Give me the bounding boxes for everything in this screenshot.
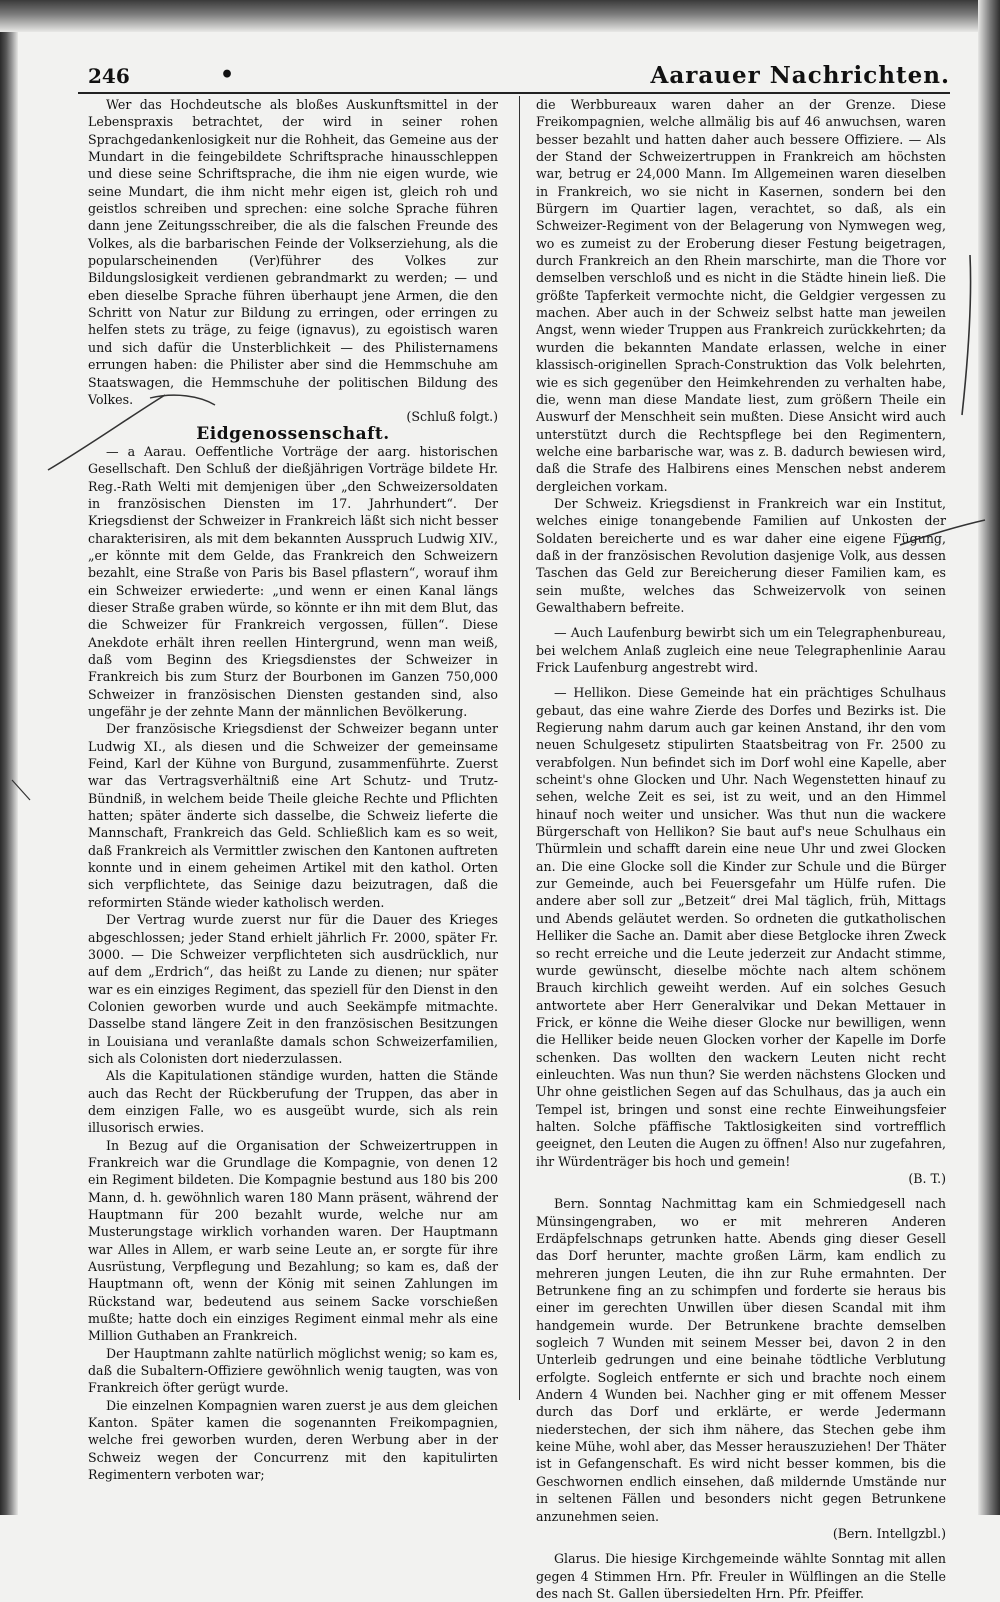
news-item-hellikon: — Hellikon. Diese Gemeinde hat ein prächtiges Schulhaus gebaut, das eine wahre Zierde des Dorfes und Bezirks ist. Die Regierung nahm darum auch gar keinen Anstand, ihr den vom neuen Schulgesetz stipulirten Staatsbeitrag von Fr. 2500 zu verabfolgen. Nun befindet sich im Dorf wohl eine Kapelle, aber scheint's ohne Glocken und Uhr. Nach Wegenstetten hinauf zu sehen, welche Zeit es sei, ist zu weit, und an den Himmel hinauf noch weiter und unsicher. Was thut nun die wackere Bürgerschaft von Hellikon? Sie baut auf's neue Schulhaus ein Thürmlein und schafft darein eine neue Uhr und zwei Glocken an. Die eine Glocke soll die Kinder zur Schule und die Bürger zur Gemeinde, auch bei Feuersgefahr um Hülfe rufen. Die andere aber soll zur „Betzeit“ drei Mal täglich, früh, Mittags und Abends geläutet werden. So ordneten die gutkatholischen Helliker die Sache an. Damit aber diese Betglocke ihren Zweck so recht erreiche und die Leute jederzeit zur Andacht stimme, wurde gewünscht, dieselbe möchte nach altem schönem Brauch kirchlich geweiht werden. Auf ein solches Gesuch antwortete aber Herr Generalvikar und Dekan Mettauer in Frick, er könne die Weihe dieser Glocke nur bewilligen, wenn die Helliker beide neuen Glocken vorher der Kapelle im Dorfe schenken. Das wollten den wackern Leuten nicht recht einleuchten. Was nun thun? Sie werden nächstens Glocken und Uhr ohne geistlichen Segen auf das Schulhaus, das ja auch ein Tempel ist, bringen und sonst eine rechte Einweihungsfeier halten. Solche pfäffische Taktlosigkeiten sind vortrefflich geeignet, den Leuten die Augen zu öffnen! Also nur zugefahren, ihr Würdenträger bis hoch und gemein! [536, 685, 946, 1169]
article-paragraph: Als die Kapitulationen ständige wurden, hatten die Stände auch das Recht der Rückberufung der Truppen, das aber in dem einzigen Falle, wo es ausgeübt wurde, sich als rein illusorisch erwies. [88, 1068, 498, 1136]
source-note: (B. T.) [908, 1170, 946, 1186]
spacer [536, 1187, 946, 1195]
article-paragraph: Der französische Kriegsdienst der Schweizer begann unter Ludwig XI., als diesen und die Schweizer der gemeinsame Feind, Karl der Kühne von Burgund, zusammenführte. Zuerst war das Vertragsverhältniß eine Art Schutz- und Trutz-Bündniß, in welchem beide Theile gleiche Rechte und Pflichten hatten; später änderte sich dasselbe, die Schweiz lieferte die Mannschaft, Frankreich das Geld. Schließlich kam es so weit, daß Frankreich als Vermittler zwischen den Kantonen auftreten konnte und in einem geheimen Artikel mit den kathol. Orten sich verpflichtete, das Seinige dazu beizutragen, daß die reformirten Stände wieder katholisch werden. [88, 721, 498, 910]
right-column [536, 96, 946, 1601]
article-paragraph: Die einzelnen Kompagnien waren zuerst je aus dem gleichen Kanton. Später kamen die sogenannten Freikompagnien, welche frei geworben wurden, deren Werbung aber in der Schweiz wegen der Concurrenz mit den kapitulirten Regimentern verboten war; [88, 1397, 498, 1483]
right-edge-shadow [978, 0, 1000, 1515]
spacer [536, 1542, 946, 1550]
article-paragraph: Der Vertrag wurde zuerst nur für die Dauer des Krieges abgeschlossen; jeder Stand erhielt jährlich Fr. 2000, später Fr. 3000. — Die Schweizer verpflichteten sich ausdrücklich, nur auf dem „Erdrich“, das heißt zu Lande zu dienen; nur später war es ein einziges Regiment, das speziell für den Dienst in den Colonien geworben wurde und auch Seekämpfe mitmachte. Dasselbe stand längere Zeit in den französischen Besitzungen in Louisiana und veranlaßte damals schon Schweizerfamilien, sich als Colonisten dort niederzulassen. [88, 912, 498, 1066]
page-number: 246 [88, 64, 130, 88]
running-title: Aarauer Nachrichten. [650, 62, 950, 89]
article-paragraph: In Bezug auf die Organisation der Schweizertruppen in Frankreich war die Grundlage die Kompagnie, von denen 12 ein Regiment bildeten. Die Kompagnie bestund aus 180 bis 200 Mann, d. h. gewöhnlich waren 180 Mann präsent, während der Hauptmann für 200 bezahlt wurde, welche nur am Musterungstage wirklich vorhanden waren. Der Hauptmann war Alles in Allem, er warb seine Leute an, er sorgte für ihre Ausrüstung, Verpflegung und Bezahlung; so kam es, daß der Hauptmann oft, wenn der König mit seinen Zahlungen im Rückstand war, bedeutend aus seinem Sacke vorschießen mußte; hatte doch ein einziges Regiment einmal mehr als eine Million Guthaben an Frankreich. [88, 1137, 498, 1344]
source-note: (Bern. Intellgzbl.) [832, 1525, 946, 1541]
header-bullet: • [220, 62, 235, 88]
article-paragraph: Der Schweiz. Kriegsdienst in Frankreich war ein Institut, welches einige tonangebende Familien auf Unkosten der Soldaten bereicherte und es war daher eine eigene Fügung, daß in der französischen Revolution dasjenige Volk, aus dessen Taschen das Geld zur Bereicherung dieser Familien kam, es sein mußte, welches das Schweizervolk von seinen Gewalthabern befreite. [536, 495, 946, 615]
article-paragraph: — a Aarau. Oeffentliche Vorträge der aarg. historischen Gesellschaft. Den Schluß der dießjährigen Vorträge bildete Hr. Reg.-Rath Welti mit demjenigen über „den Schweizersoldaten in französischen Diensten im 17. Jahrhundert“. Der Kriegsdienst der Schweizer in Frankreich läßt sich nicht besser charakterisiren, als mit dem bekannten Ausspruch Ludwig XIV., „er könnte mit dem Gelde, das Frankreich den Schweizern bezahlt, eine Straße von Paris bis Basel pflastern“, worauf ihm ein Schweizer erwiederte: „und wenn er einen Kanal längs dieser Straße graben würde, so könnte er ihn mit dem Blut, das die Schweizer für Frankreich vergossen, füllen“. Diese Anekdote erhält ihren reellen Hintergrund, wenn man weiß, daß vom Beginn des Kriegsdienstes der Schweizer in Frankreich bis zum Sturz der Bourbonen im Ganzen 750,000 Schweizer in französischen Diensten gestanden sind, also ungefähr je der zehnte Mann der männlichen Bevölkerung. [88, 443, 498, 720]
top-edge-shadow [0, 0, 1000, 32]
news-item-laufenburg: — Auch Laufenburg bewirbt sich um ein Telegraphenbureau, bei welchem Anlaß zugleich eine neue Telegraphenlinie Aarau Frick Laufenburg angestrebt wird. [536, 625, 946, 675]
left-column [88, 96, 498, 1483]
article-paragraph: die Werbbureaux waren daher an der Grenze. Diese Freikompagnien, welche allmälig bis auf 46 anwuchsen, waren besser bezahlt und hatten daher auch bessere Offiziere. — Als der Stand der Schweizertruppen in Frankreich am höchsten war, betrug er 24,000 Mann. Im Allgemeinen waren dieselben in Frankreich, wo sie nicht in Kasernen, sondern bei den Bürgern im Quartier lagen, verachtet, so daß, als ein Schweizer-Regiment von der Belagerung von Nymwegen weg, wo es zumeist zu der Eroberung dieser Festung beigetragen, durch Frankreich an den Rhein marschirte, man die Thore vor demselben verschloß und es nicht in die Städte hinein ließ. Die größte Tapferkeit vermochte nicht, die Geldgier vergessen zu machen. Aber auch in der Schweiz selbst hatte man jeweilen Angst, wenn wieder Truppen aus Frankreich zurückkehrten; da wurden die bekannten Mandate erlassen, welche in einer klassisch-originellen Sprach-Construktion das Volk belehrten, wie es sich gegenüber den Heimkehrenden zu verhalten habe, die, wenn man diese Mandate liest, zum größern Theile ein Auswurf der Menschheit sein mußten. Diese Ansicht wird auch unterstützt durch die Rechtspflege bei den Regimentern, welche eine barbarische war, was z. B. dadurch bewiesen wird, daß die Strafe des Halbirens eines Menschen nebst anderem dergleichen vorkam. [536, 97, 946, 494]
column-divider [519, 96, 520, 1400]
book-binding-shadow [0, 0, 18, 1515]
page-header [78, 62, 950, 94]
spacer [536, 676, 946, 684]
news-item-glarus: Glarus. Die hiesige Kirchgemeinde wählte Sonntag mit allen gegen 4 Stimmen Hrn. Pfr. Freuler in Wülflingen an die Stelle des nach St. Gallen übersiedelten Hrn. Pfr. Pfeiffer. [536, 1551, 946, 1601]
pencil-mark-right-bracket [962, 255, 971, 415]
section-heading: Eidgenossenschaft. [196, 423, 390, 444]
article-paragraph: Der Hauptmann zahlte natürlich möglichst wenig; so kam es, daß die Subaltern-Offiziere gewöhnlich wenig taugten, was von Frankreich öfter gerügt wurde. [88, 1345, 498, 1396]
newspaper-page [78, 62, 950, 1601]
continuation-note: (Schluß folgt.) [406, 409, 498, 425]
spacer [536, 616, 946, 624]
article-paragraph: Wer das Hochdeutsche als bloßes Auskunftsmittel in der Lebenspraxis betrachtet, der wird in seiner rohen Sprachgedankenlosigkeit nur die Rohheit, das Gemeine aus der Mundart in die feingebildete Schriftsprache hinausschleppen und diese seine Schriftsprache, die ihm nie eigen wurde, wie seine Mundart, die ihm nicht mehr eigen ist, gleich roh und geistlos schreiben und sprechen: eine solche Sprache führen dann jene Zeitungsschreiber, die als die falschen Freunde des Volkes, als die barbarischen Feinde der Volkserziehung, als die popularscheinenden (Ver)führer des Volkes zur Bildungslosigkeit verdienen gebrandmarkt zu werden; — und eben dieselbe Sprache führen überhaupt jene Armen, die den Schritt von Natur zur Bildung zu erringen, oder erringen zu helfen stets zu träge, zu feige (ignavus), zu egoistisch waren und sich dafür die Unsterblichkeit — des Philisternamens errungen haben: die Philister aber sind die Hemmschuhe am Staatswagen, die Hemmschuhe der politischen Bildung des Volkes. [88, 97, 498, 407]
news-item-bern: Bern. Sonntag Nachmittag kam ein Schmiedgesell nach Münsingengraben, wo er mit mehreren Anderen Erdäpfelschnaps getrunken hatte. Abends ging dieser Gesell das Dorf herunter, machte großen Lärm, kam endlich zu mehreren jungen Leuten, die ihn zur Ruhe ermahnten. Der Betrunkene fing an zu schimpfen und forderte sie heraus bis einer im gerechten Unwillen über diesen Scandal mit ihm handgemein wurde. Der Betrunkene brachte demselben sogleich 7 Wunden mit seinem Messer bei, davon 2 in den Unterleib gedrungen und eine beinahe tödtliche Verblutung erfolgte. Sogleich entfernte er sich und brachte noch einem Andern 4 Wunden bei. Nachher ging er mit offenem Messer durch das Dorf und erklärte, er werde Jedermann niederstechen, der sich ihm nähere, das Stechen gebe ihm keine Mühe, wohl aber, das Messer herauszuziehen! Der Thäter ist in Gefangenschaft. Es wird nicht besser kommen, bis die Geschwornen endlich einsehen, daß mildernde Umstände nur in seltenen Fällen und besonders nicht gegen Betrunkene anzunehmen seien. [536, 1196, 946, 1524]
